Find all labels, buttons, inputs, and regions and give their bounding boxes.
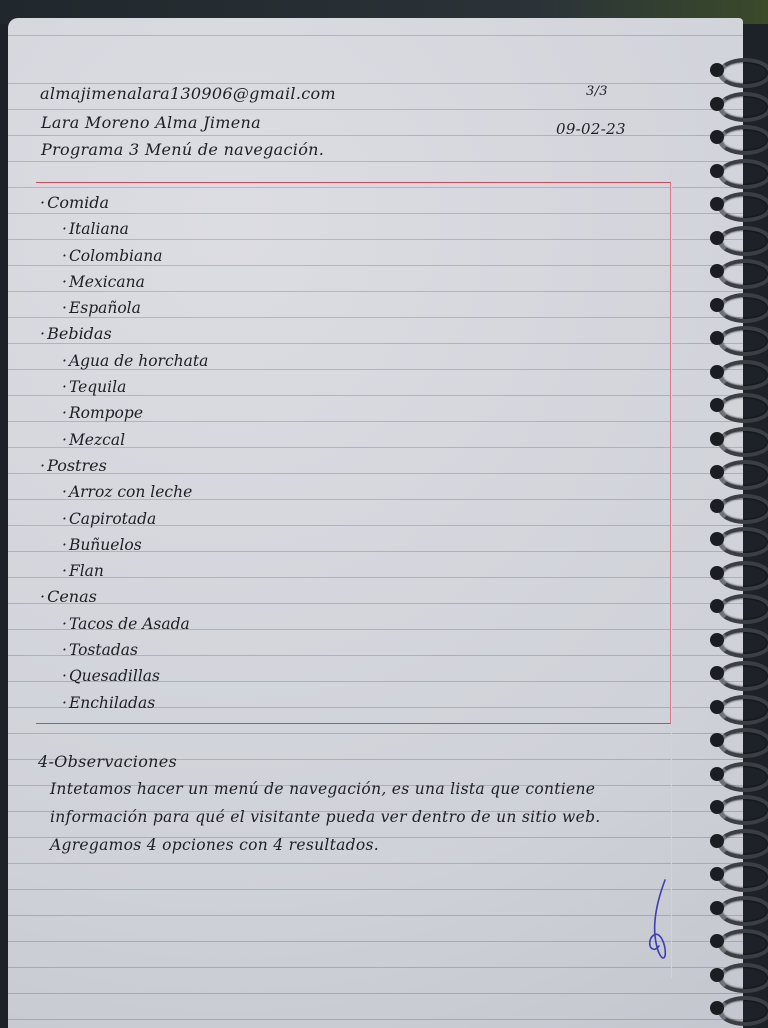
spiral-coil (718, 862, 768, 892)
menu-category: · Cenas (40, 584, 640, 610)
menu-item: · Tacos de Asada (40, 611, 640, 637)
student-name: Lara Moreno Alma Jimena (41, 113, 261, 132)
binding-hole (710, 197, 724, 211)
menu-item: · Italiana (40, 216, 640, 242)
spiral-coil (718, 561, 768, 591)
spiral-coil (718, 494, 768, 524)
spiral-coil (718, 192, 768, 222)
binding-hole (710, 633, 724, 647)
spiral-coil (718, 58, 768, 88)
page-number: 3/3 (586, 84, 608, 99)
spiral-coil (718, 427, 768, 457)
menu-item: · Rompope (40, 400, 640, 426)
menu-item: · Quesadillas (40, 663, 640, 689)
observations-line: información para qué el visitante pueda ver dentro de un sitio web. (50, 808, 601, 826)
spiral-coil (718, 829, 768, 859)
spiral-coil (718, 125, 768, 155)
menu-item: · Tostadas (40, 637, 640, 663)
spiral-coil (718, 326, 768, 356)
date: 09-02-23 (556, 120, 626, 138)
binding-hole (710, 834, 724, 848)
binding-hole (710, 767, 724, 781)
spiral-coil (718, 293, 768, 323)
binding-hole (710, 901, 724, 915)
observations-line: Agregamos 4 opciones con 4 resultados. (50, 836, 380, 854)
binding-hole (710, 867, 724, 881)
binding-hole (710, 733, 724, 747)
menu-item: · Flan (40, 558, 640, 584)
binding-hole (710, 398, 724, 412)
menu-list (40, 190, 640, 716)
menu-item: · Capirotada (40, 506, 640, 532)
binding-hole (710, 968, 724, 982)
menu-category: · Bebidas (40, 321, 640, 347)
binding-hole (710, 800, 724, 814)
binding-hole (710, 566, 724, 580)
spiral-binding (710, 40, 768, 1024)
spiral-coil (718, 963, 768, 993)
spiral-coil (718, 259, 768, 289)
spiral-coil (718, 594, 768, 624)
spiral-coil (718, 929, 768, 959)
notebook-page (8, 18, 743, 1028)
binding-hole (710, 97, 724, 111)
spiral-coil (718, 393, 768, 423)
spiral-coil (718, 896, 768, 926)
menu-item: · Enchiladas (40, 690, 640, 716)
spiral-coil (718, 460, 768, 490)
signature (645, 876, 673, 966)
menu-item: · Mezcal (40, 427, 640, 453)
spiral-coil (718, 159, 768, 189)
binding-hole (710, 700, 724, 714)
binding-hole (710, 934, 724, 948)
spiral-coil (718, 996, 768, 1026)
spiral-coil (718, 92, 768, 122)
binding-hole (710, 264, 724, 278)
menu-item: · Buñuelos (40, 532, 640, 558)
menu-item: · Arroz con leche (40, 479, 640, 505)
spiral-coil (718, 527, 768, 557)
spiral-coil (718, 762, 768, 792)
binding-hole (710, 1001, 724, 1015)
observations-title: 4-Observaciones (38, 752, 178, 771)
menu-category: · Comida (40, 190, 640, 216)
spiral-coil (718, 360, 768, 390)
binding-hole (710, 499, 724, 513)
margin-line (671, 168, 672, 978)
program-title: Programa 3 Menú de navegación. (41, 140, 325, 159)
binding-hole (710, 63, 724, 77)
spiral-coil (718, 695, 768, 725)
binding-hole (710, 599, 724, 613)
spiral-coil (718, 728, 768, 758)
binding-hole (710, 164, 724, 178)
menu-item: · Tequila (40, 374, 640, 400)
binding-hole (710, 432, 724, 446)
binding-hole (710, 298, 724, 312)
menu-category: · Postres (40, 453, 640, 479)
spiral-coil (718, 661, 768, 691)
spiral-coil (718, 628, 768, 658)
menu-item: · Mexicana (40, 269, 640, 295)
binding-hole (710, 331, 724, 345)
menu-item: · Colombiana (40, 243, 640, 269)
menu-item: · Agua de horchata (40, 348, 640, 374)
binding-hole (710, 465, 724, 479)
binding-hole (710, 365, 724, 379)
binding-hole (710, 666, 724, 680)
spiral-coil (718, 226, 768, 256)
observations-line: Intetamos hacer un menú de navegación, es una lista que contiene (50, 780, 596, 798)
student-email: almajimenalara130906@gmail.com (40, 84, 336, 103)
binding-hole (710, 532, 724, 546)
menu-item: · Española (40, 295, 640, 321)
binding-hole (710, 130, 724, 144)
binding-hole (710, 231, 724, 245)
spiral-coil (718, 795, 768, 825)
